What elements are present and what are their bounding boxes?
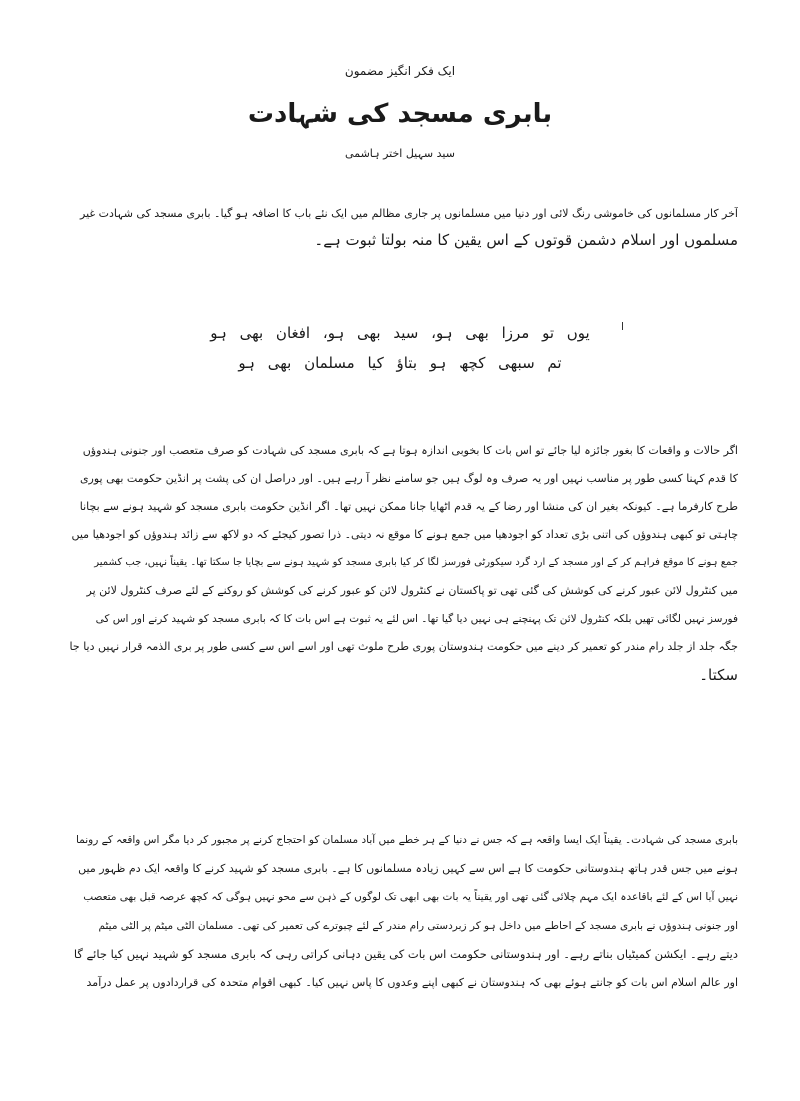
paragraph-line: جگہ جلد از جلد رام مندر کو تعمیر کر دینے میں حکومت ہندوستان پوری طرح ملوث تھی اور اسے اس سے کسی طور پر بری الذمہ قرار نہیں دیا جا xyxy=(70,640,738,653)
paragraph-line: چاہتی تو کبھی ہندوؤں کی اتنی بڑی تعداد کو اجودھیا میں جمع ہونے کا موقع نہ دیتی۔ ذرا تصور کیجئے کہ دو لاکھ سے زائد ہندوؤں کو اجودھیا میں xyxy=(71,528,738,541)
paragraph-line: دیتے رہے۔ ایکشن کمیٹیاں بناتے رہے۔ اور ہندوستانی حکومت اس بات کی یقین دہانی کراتی رہی کہ بابری مسجد کو شہید نہیں کیا جائے گا xyxy=(73,947,738,961)
intro-paragraph xyxy=(70,200,738,254)
paragraph-line: بابری مسجد کی شہادت۔ یقیناً ایک ایسا واقعہ ہے کہ جس نے دنیا کے ہر خطے میں آباد مسلمان کو احتجاج کرنے پر مجبور کر دیا مگر اس واقعہ کے رونما xyxy=(75,834,738,846)
verse-line: یوں تو مرزا بھی ہو، سید بھی ہو، افغان بھی ہو xyxy=(210,324,590,342)
paragraph-line: کا قدم کہنا کسی طور پر مناسب نہیں اور یہ صرف وہ لوگ ہیں جو سامنے نظر آ رہے ہیں۔ اور دراصل ان کی پشت پر انڈین حکومت بھی پوری xyxy=(79,472,738,485)
paragraph-line: مسلموں اور اسلام دشمن قوتوں کے اس یقین کا منہ بولتا ثبوت ہے۔ xyxy=(314,231,738,249)
author-byline: سید سہیل اختر ہاشمی xyxy=(345,147,455,160)
paragraph-line: سکتا۔ xyxy=(699,666,738,684)
paragraph-line: طرح کارفرما ہے۔ کیونکہ بغیر ان کی منشا اور رضا کے یہ قدم اٹھایا جانا ممکن نہیں تھا۔ اگر انڈین حکومت بابری مسجد کو شہید ہونے سے بچانا xyxy=(79,500,738,513)
paragraph-line: اور جنونی ہندوؤں نے بابری مسجد کے احاطے میں داخل ہو کر زبردستی رام مندر کے لئے چبوترے کی تعمیر کی تھی۔ مسلمان الٹی میٹم پر الٹی میٹم xyxy=(98,919,738,932)
paragraph-line: اگر حالات و واقعات کا بغور جائزہ لیا جائے تو اس بات کا بخوبی اندازہ ہوتا ہے کہ بابری مسجد کی شہادت کو صرف متعصب اور جنونی ہندوؤں xyxy=(82,444,738,457)
closing-paragraph xyxy=(70,826,738,997)
paragraph-line: میں کنٹرول لائن عبور کرنے کی کوشش کی گئی تھی تو پاکستان نے کنٹرول لائن کو عبور کرنے کی کوشش کو روکنے کے لئے صرف کنٹرول لائن پر xyxy=(86,584,738,597)
paragraph-line: نہیں آیا اس کے لئے باقاعدہ ایک مہم چلائی گئی تھی اور یقیناً یہ بات بھی ابھی تک لوگوں کے ذہن سے محو نہیں ہوگی کہ کچھ عرصہ قبل بھی متعصب xyxy=(83,891,738,903)
paragraph-line: ہونے میں جس قدر ہاتھ ہندوستانی حکومت کا ہے اس سے کہیں زیادہ مسلمانوں کا ہے۔ بابری مسجد کو شہید کرنے کا واقعہ ایک دم ظہور میں xyxy=(78,861,738,875)
paragraph-line: فورسز نہیں لگائی تھیں بلکہ کنٹرول لائن تک پہنچنے ہی نہیں دیا گیا تھا۔ اس لئے یہ ثبوت ہے اس بات کا کہ بابری مسجد کو شہید کرنے اور اس کی xyxy=(95,613,738,625)
paragraph-line: جمع ہونے کا موقع فراہم کر کے اور مسجد کے ارد گرد سیکورٹی فورسز لگا کر کیا بابری مسجد کو شہید ہونے سے بچایا جا سکتا تھا۔ یقیناً نہیں، جب کشمیر xyxy=(94,557,738,568)
article-kicker: ایک فکر انگیز مضمون xyxy=(344,64,456,78)
paragraph-line: اور عالم اسلام اس بات کو جانتے ہوئے بھی کہ ہندوستان نے کبھی اپنے وعدوں کا پاس نہیں کیا۔ کبھی اقوام متحدہ کی قراردادوں پر عمل درآمد xyxy=(86,975,738,989)
poetry-couplet xyxy=(0,318,800,378)
article-title: بابری مسجد کی شہادت xyxy=(247,99,553,129)
verse-line: تم سبھی کچھ ہو بتاؤ کیا مسلمان بھی ہو xyxy=(238,354,562,372)
body-paragraph xyxy=(70,437,738,689)
paragraph-line: آخر کار مسلمانوں کی خاموشی رنگ لائی اور دنیا میں مسلمانوں پر جاری مظالم میں ایک نئے باب کا اضافہ ہو گیا۔ بابری مسجد کی شہادت غیر xyxy=(80,207,738,220)
